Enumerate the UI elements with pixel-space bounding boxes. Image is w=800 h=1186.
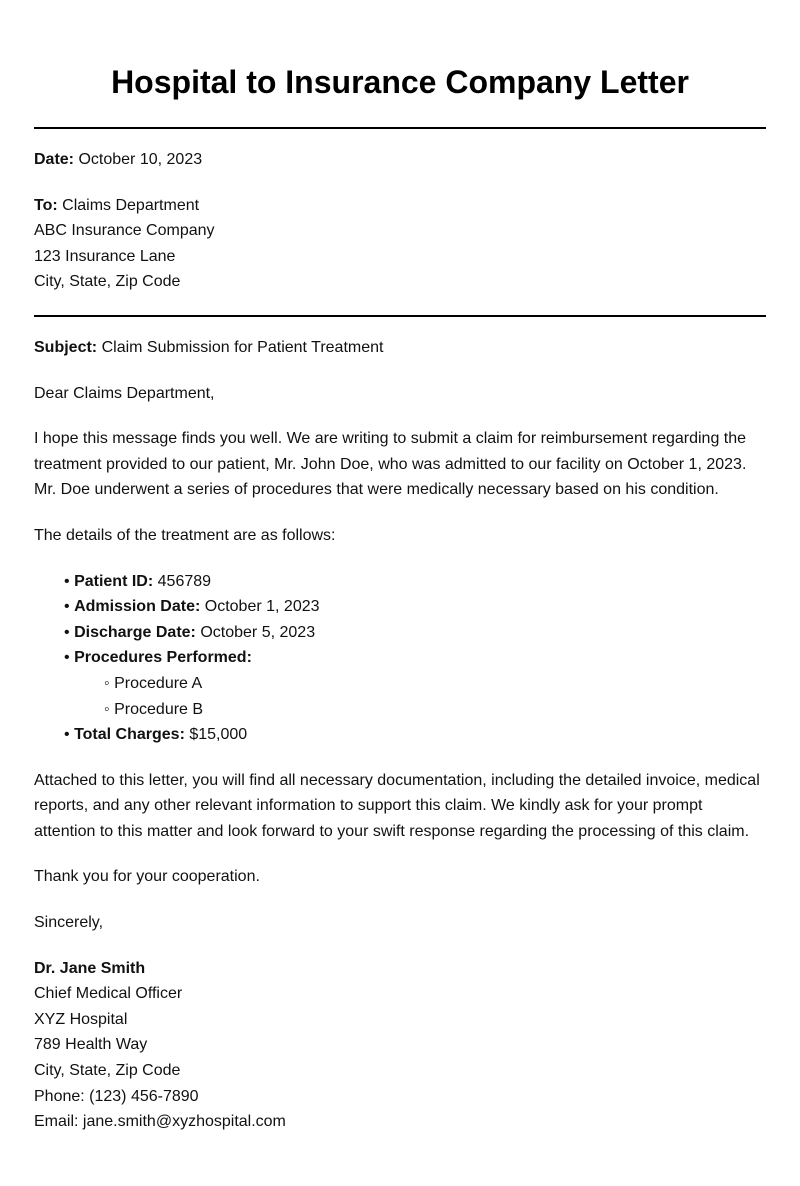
address-divider	[34, 315, 766, 317]
recipient-company: ABC Insurance Company	[34, 222, 215, 240]
bullet-icon: •	[64, 623, 70, 641]
signer-organization: XYZ Hospital	[34, 1010, 128, 1028]
signer-email: Email: jane.smith@xyzhospital.com	[34, 1113, 286, 1131]
signature-block	[34, 956, 766, 1135]
treatment-details-list	[34, 569, 766, 748]
header-divider	[34, 127, 766, 129]
admission-date-value: October 1, 2023	[204, 598, 320, 616]
subject-label: Subject:	[34, 338, 98, 356]
recipient-street: 123 Insurance Lane	[34, 247, 176, 265]
total-charges-value: $15,000	[189, 726, 248, 744]
sub-bullet-icon: ◦	[104, 700, 110, 718]
intro-line: I hope this message finds you well. We are writing to submit a claim for reimbursement regarding the	[34, 430, 747, 448]
to-label: To:	[34, 196, 58, 214]
patient-id-value: 456789	[157, 572, 212, 590]
subject-value: Claim Submission for Patient Treatment	[101, 338, 384, 356]
date-value: October 10, 2023	[78, 151, 203, 168]
recipient-name: Claims Department	[62, 196, 200, 214]
total-charges-label: Total Charges:	[74, 726, 185, 744]
closing-line: Attached to this letter, you will find all necessary documentation, including the detailed invoice, medical	[34, 771, 760, 789]
procedure-name: Procedure A	[114, 674, 203, 692]
intro-line: treatment provided to our patient, Mr. John Doe, who was admitted to our facility on October 1, 2023.	[34, 455, 747, 473]
list-item-patient-id	[64, 569, 766, 595]
closing-line: attention to this matter and look forward to your swift response regarding the processing of this claim.	[34, 822, 750, 840]
page-title: Hospital to Insurance Company Letter	[111, 64, 689, 100]
signer-city: City, State, Zip Code	[34, 1062, 181, 1080]
admission-date-label: Admission Date:	[74, 598, 201, 616]
list-item-procedures	[64, 645, 766, 722]
subject-line	[34, 335, 766, 361]
procedure-item	[104, 697, 766, 723]
intro-paragraph	[34, 426, 766, 503]
signer-title: Chief Medical Officer	[34, 985, 183, 1003]
salutation: Dear Claims Department,	[34, 384, 215, 402]
procedures-sublist	[64, 671, 766, 722]
closing-line: reports, and any other relevant information to support this claim. We kindly ask for your prompt	[34, 797, 703, 815]
bullet-icon: •	[64, 649, 70, 667]
signoff: Sincerely,	[34, 914, 104, 932]
thanks-line: Thank you for your cooperation.	[34, 868, 260, 886]
date-label: Date:	[34, 151, 75, 168]
sub-bullet-icon: ◦	[104, 674, 110, 692]
discharge-date-label: Discharge Date:	[74, 623, 196, 641]
procedure-name: Procedure B	[114, 700, 204, 718]
recipient-city: City, State, Zip Code	[34, 273, 181, 291]
date-line	[34, 147, 766, 173]
signer-name: Dr. Jane Smith	[34, 959, 146, 977]
procedure-item	[104, 671, 766, 697]
bullet-icon: •	[64, 598, 70, 616]
signer-street: 789 Health Way	[34, 1036, 148, 1054]
signer-phone: Phone: (123) 456-7890	[34, 1087, 199, 1105]
closing-paragraph	[34, 768, 766, 845]
bullet-icon: •	[64, 572, 70, 590]
discharge-date-value: October 5, 2023	[200, 623, 316, 641]
recipient-address	[34, 193, 766, 295]
recipient-line-name	[34, 193, 766, 219]
details-intro: The details of the treatment are as follows:	[34, 526, 336, 544]
bullet-icon: •	[64, 726, 70, 744]
list-item-admission-date	[64, 594, 766, 620]
intro-line: Mr. Doe underwent a series of procedures that were medically necessary based on his condition.	[34, 481, 719, 499]
list-item-total-charges	[64, 722, 766, 748]
patient-id-label: Patient ID:	[74, 572, 154, 590]
procedures-label: Procedures Performed:	[74, 649, 252, 667]
list-item-discharge-date	[64, 620, 766, 646]
